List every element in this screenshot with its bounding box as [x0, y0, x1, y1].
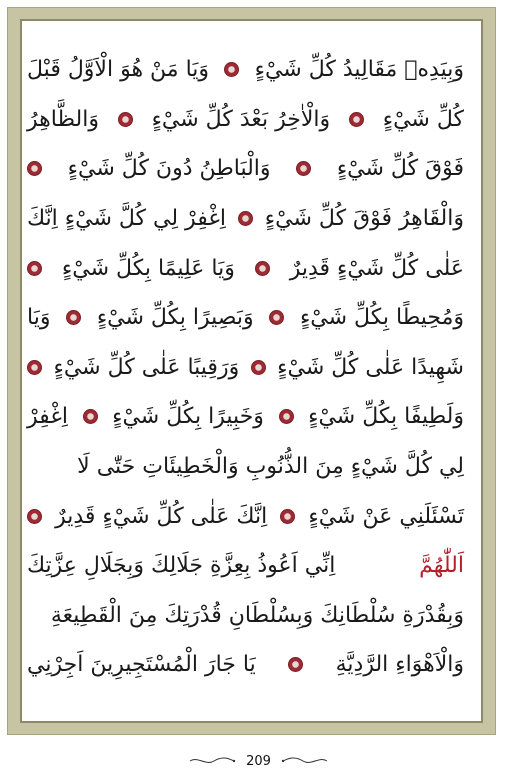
- verse-separator-marker: [280, 509, 295, 524]
- arabic-text-segment: وَخَبِيرًا بِكُلِّ شَيْءٍ: [112, 404, 264, 430]
- text-line: [27, 194, 464, 244]
- arabic-text-segment: اِنِّي اَعُوذُ بِعِزَّةِ جَلَالِكَ وَبِجَلَالِ عِزَّتِكَ: [27, 553, 336, 579]
- verse-separator-marker: [349, 112, 364, 127]
- arabic-text-segment: وَالْقَاهِرُ فَوْقَ كُلِّ شَيْءٍ: [264, 206, 464, 232]
- verse-separator-marker: [27, 161, 42, 176]
- right-flourish-ornament: [281, 755, 329, 767]
- text-line: [27, 144, 464, 194]
- verse-separator-marker: [66, 310, 81, 325]
- arabic-text-segment: يَا جَارَ الْمُسْتَجِيرِينَ اَجِرْنِي: [27, 652, 256, 678]
- verse-separator-marker: [288, 657, 303, 672]
- arabic-text-segment: وَيَا: [27, 305, 51, 331]
- verse-separator-marker: [83, 409, 98, 424]
- text-line: [27, 293, 464, 343]
- text-line: [27, 491, 464, 541]
- left-flourish-ornament: [188, 755, 236, 767]
- arabic-text-segment: وَلَطِيفًا بِكُلِّ شَيْءٍ: [308, 404, 464, 430]
- arabic-text-segment: اِغْفِرْ لِي كُلَّ شَيْءٍ اِنَّكَ: [27, 206, 226, 232]
- arabic-text-segment: اِنَّكَ عَلٰى كُلِّ شَيْءٍ قَدِيرٌ: [55, 503, 268, 529]
- arabic-text-segment: وَبَصِيرًا بِكُلِّ شَيْءٍ: [96, 305, 254, 331]
- verse-separator-marker: [27, 261, 42, 276]
- arabic-text-segment: وَيَا عَلِيمًا بِكُلِّ شَيْءٍ: [61, 255, 235, 281]
- page-footer: [0, 748, 517, 774]
- text-line: [27, 243, 464, 293]
- verse-separator-marker: [27, 360, 42, 375]
- arabic-text-segment: وَمُحِيطًا بِكُلِّ شَيْءٍ: [299, 305, 464, 331]
- text-line: [27, 591, 464, 641]
- verse-separator-marker: [118, 112, 133, 127]
- verse-separator-marker: [279, 409, 294, 424]
- text-line: [27, 392, 464, 442]
- arabic-text-segment: فَوْقَ كُلِّ شَيْءٍ: [336, 156, 464, 182]
- text-line: [27, 343, 464, 393]
- arabic-text-segment: كُلِّ شَيْءٍ: [382, 106, 464, 132]
- verse-separator-marker: [224, 62, 239, 77]
- arabic-text-segment: تَسْئَلَنِي عَنْ شَيْءٍ: [308, 503, 464, 529]
- page-number: 209: [246, 753, 271, 769]
- arabic-text-segment: وَبِيَدِهٖ مَقَالِيدُ كُلِّ شَيْءٍ: [254, 57, 464, 83]
- arabic-text-segment: وَبِقُدْرَةِ سُلْطَانِكَ وَبِسُلْطَانِ قُدْرَتِكَ مِنَ الْقَطِيعَةِ: [50, 602, 464, 628]
- arabic-text-segment: وَالْاٰخِرُ بَعْدَ كُلِّ شَيْءٍ: [151, 106, 331, 132]
- arabic-text-segment: وَالْبَاطِنُ دُونَ كُلِّ شَيْءٍ: [67, 156, 271, 182]
- arabic-text-segment: شَهِيدًا عَلٰى كُلِّ شَيْءٍ: [277, 354, 464, 380]
- text-line: [27, 95, 464, 145]
- arabic-text-segment: وَالظَّاهِرُ: [27, 106, 99, 132]
- verse-separator-marker: [238, 211, 253, 226]
- text-line: [27, 45, 464, 95]
- arabic-text-segment: وَرَقِيبًا عَلٰى كُلِّ شَيْءٍ: [53, 354, 240, 380]
- arabic-text-segment: لِي كُلَّ شَيْءٍ مِنَ الذُّنُوبِ وَالْخَطِيئَاتِ حَتّٰى لَا: [77, 454, 464, 480]
- arabic-text-block: [27, 45, 464, 690]
- verse-separator-marker: [251, 360, 266, 375]
- text-line: [27, 541, 464, 591]
- text-line: [27, 640, 464, 690]
- verse-separator-marker: [269, 310, 284, 325]
- arabic-text-segment: اِغْفِرْ: [27, 404, 68, 430]
- arabic-text-segment: اَللّٰهُمَّ: [419, 553, 464, 579]
- verse-separator-marker: [255, 261, 270, 276]
- verse-separator-marker: [296, 161, 311, 176]
- arabic-text-segment: عَلٰى كُلِّ شَيْءٍ قَدِيرٌ: [289, 255, 464, 281]
- arabic-text-segment: وَالْاَهْوَاءِ الرَّدِيَّةِ: [335, 652, 464, 678]
- verse-separator-marker: [27, 509, 42, 524]
- arabic-text-segment: وَيَا مَنْ هُوَ الْاَوَّلُ قَبْلَ: [27, 57, 210, 83]
- text-line: [27, 442, 464, 492]
